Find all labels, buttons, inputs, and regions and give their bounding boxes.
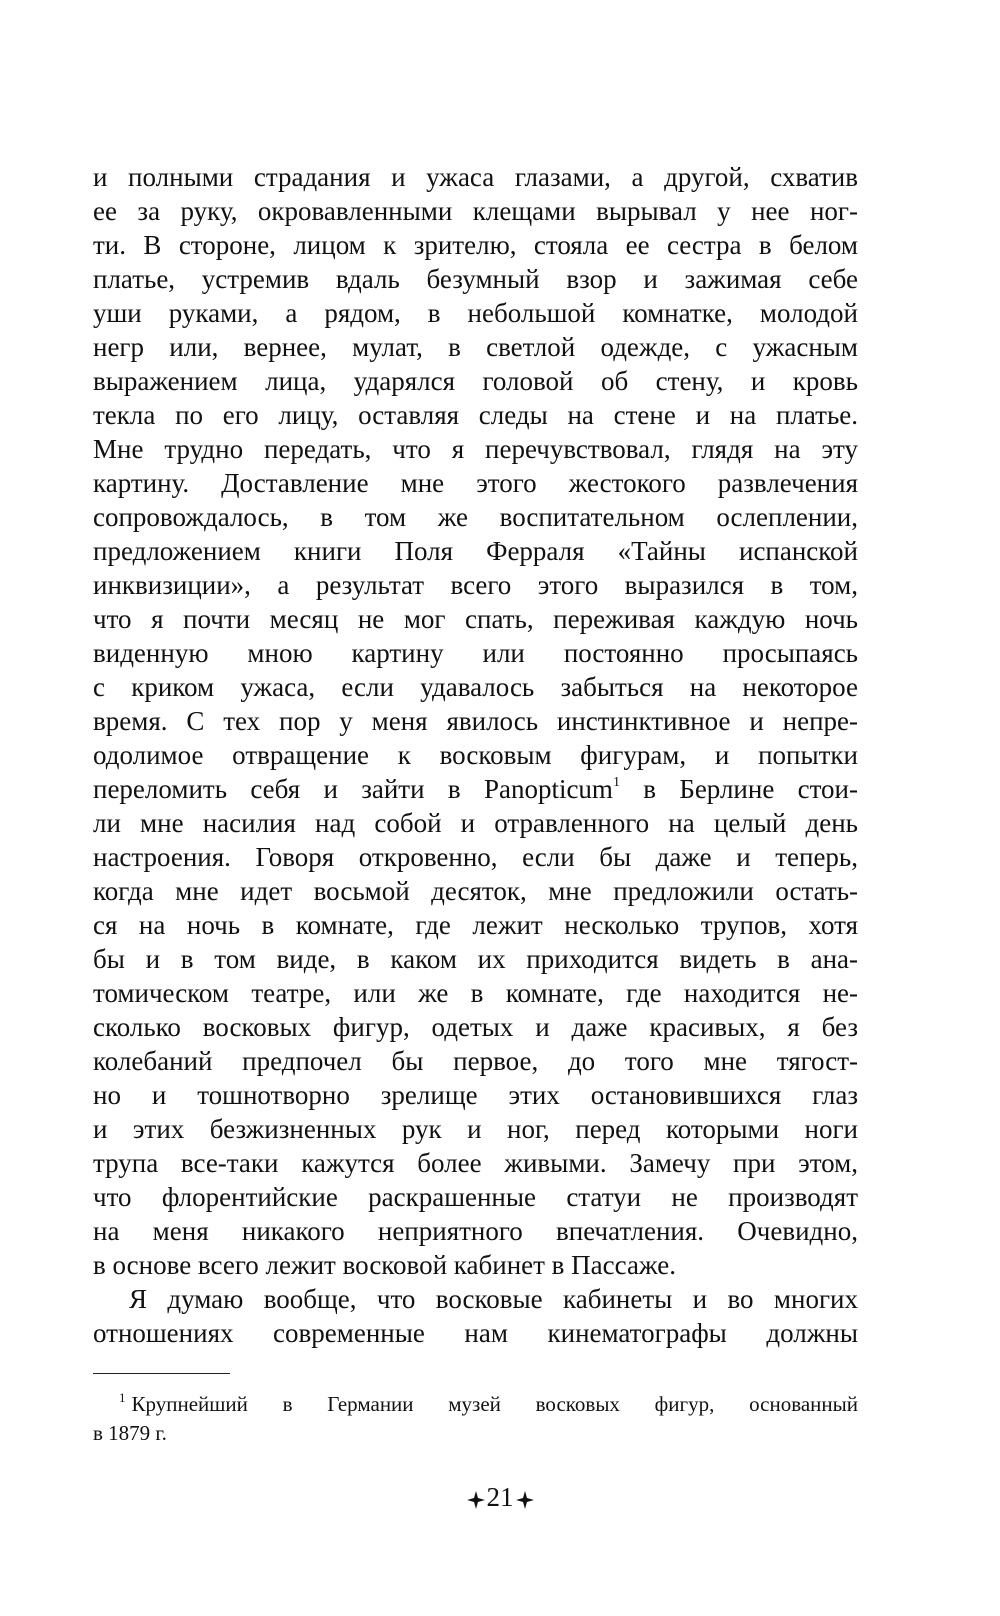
text-line-with-footnote-ref [93,772,858,806]
footnote [93,1390,858,1448]
left-star-ornament-icon [467,1491,485,1509]
text-line: бы и в том виде, в каком их приходится видеть в ана- [93,944,858,974]
text-line: когда мне идет восьмой десяток, мне предложили остать- [93,876,858,906]
text-line: томическом театре, или же в комнате, где находится не- [93,978,858,1008]
page-footer [0,1480,1000,1514]
text-line: виденную мною картину или постоянно просыпаясь [93,638,858,668]
text-line: и полными страдания и ужаса глазами, а другой, схватив [93,162,858,192]
text-line: отношениях современные нам кинематографы должны [93,1318,858,1348]
text-line: уши руками, а рядом, в небольшой комнатке, молодой [93,298,858,328]
text-fragment: в Берлине стои- [619,774,858,804]
text-line: ти. В стороне, лицом к зрителю, стояла ее сестра в белом [93,230,858,260]
paragraph-end-line: в основе всего лежит восковой кабинет в Пассаже. [93,1250,676,1280]
footnote-separator [93,1373,230,1374]
text-line: настроения. Говоря откровенно, если бы даже и теперь, [93,842,858,872]
right-star-ornament-icon [516,1491,534,1509]
text-line: предложением книги Поля Ферраля «Тайны испанской [93,536,858,566]
text-line: сколько восковых фигур, одетых и даже красивых, я без [93,1012,858,1042]
text-line: что флорентийские раскрашенные статуи не производят [93,1182,858,1212]
text-line: но и тошнотворно зрелище этих остановившихся глаз [93,1080,858,1110]
text-line: выражением лица, ударялся головой об стену, и кровь [93,366,858,396]
text-line: время. С тех пор у меня явилось инстинктивное и непре- [93,706,858,736]
text-line: негр или, вернее, мулат, в светлой одежде, с ужасным [93,332,858,362]
footnote-mark: 1 [119,1390,126,1405]
text-line: Мне трудно передать, что я перечувствовал, глядя на эту [93,434,858,464]
footnote-line [93,1390,858,1419]
text-line: что я почти месяц не мог спать, переживая каждую ночь [93,604,858,634]
footnote-text: Крупнейший в Германии музей восковых фигур, основанный [131,1392,858,1416]
footnote-reference[interactable]: 1 [612,775,620,790]
text-line: инквизиции», а результат всего этого выразился в том, [93,570,858,600]
text-line: текла по его лицу, оставляя следы на стене и на платье. [93,400,858,430]
text-line: одолимое отвращение к восковым фигурам, и попытки [93,740,858,770]
paragraph-start-line: Я думаю вообще, что восковые кабинеты и во многих [129,1284,858,1314]
text-line: платье, устремив вдаль безумный взор и зажимая себе [93,264,858,294]
text-line: сопровождалось, в том же воспитательном ослеплении, [93,502,858,532]
text-line: с криком ужаса, если удавалось забыться на некоторое [93,672,858,702]
text-line: ся на ночь в комнате, где лежит несколько трупов, хотя [93,910,858,940]
text-line: картину. Доставление мне этого жестокого развлечения [93,468,858,498]
main-text [93,160,858,1350]
text-line: трупа все-таки кажутся более живыми. Замечу при этом, [93,1148,858,1178]
text-line: и этих безжизненных рук и ног, перед которыми ноги [93,1114,858,1144]
footnote-line: в 1879 г. [93,1421,167,1445]
text-line: на меня никакого неприятного впечатления. Очевидно, [93,1216,858,1246]
page-number: 21 [486,1482,514,1512]
text-fragment: переломить себя и зайти в Panopticum [93,774,613,804]
text-line: ее за руку, окровавленными клещами вырывал у нее ног- [93,196,858,226]
text-line: ли мне насилия над собой и отравленного на целый день [93,808,858,838]
text-line: колебаний предпочел бы первое, до того мне тягост- [93,1046,858,1076]
